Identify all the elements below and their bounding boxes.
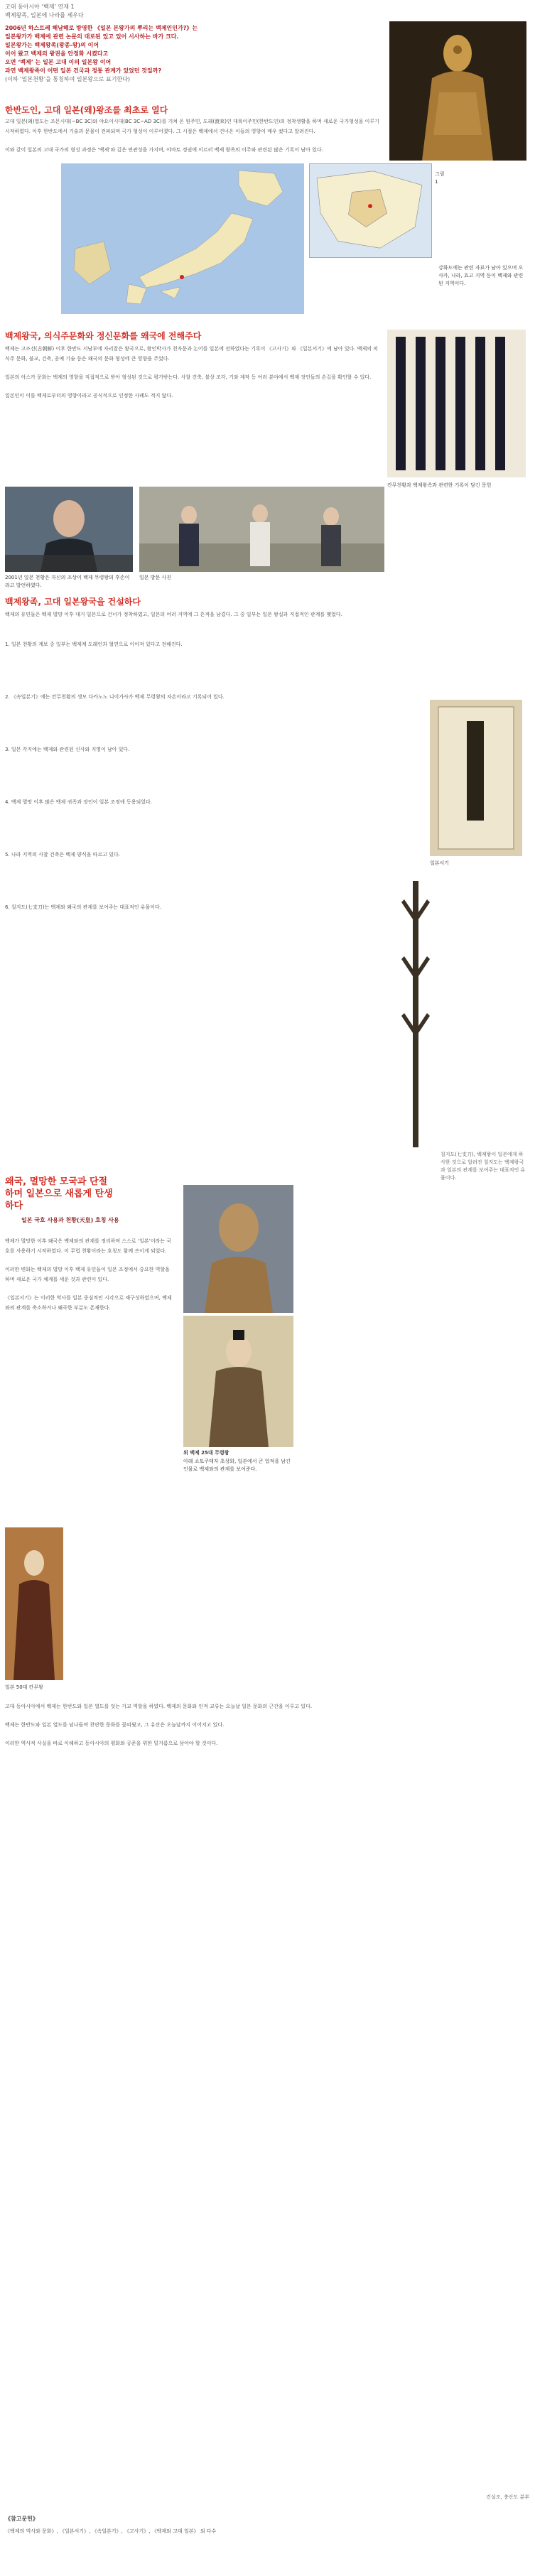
section-2-paragraph: 일본의 아스카 문화는 백제의 영향을 직접적으로 받아 형성된 것으로 평가받는다. 사찰 건축, 불상 조각, 기와 제작 등 여러 분야에서 백제 장인들의 손길을 확인할 수 있다.: [5, 374, 372, 380]
buddha-statue-image: [389, 21, 526, 161]
portrait-caption: 아래 쇼토쿠태자 초상화, 일본에서 큰 업적을 남긴 인물로 백제와의 관계를 보여준다.: [183, 1459, 291, 1472]
seven-branched-sword-caption: 칠지도(七支刀), 백제왕이 일본에게 하사한 것으로 알려진 칠지도는 백제왕국과 일본의 관계를 보여주는 대표적인 유물이다.: [441, 1152, 526, 1181]
map-caption: 강화도에는 관련 자료가 남아 있으며 오사카, 나라, 효고 지역 등이 백제와 관련된 지역이다.: [438, 265, 524, 286]
nihon-shoki-book: [430, 700, 522, 856]
section-4-paragraph: 백제가 멸망한 이후 왜국은 백제와의 관계를 정리하며 스스로 ‘일본’이라는 국호를 사용하기 시작하였다. 이 무렵 천황이라는 호칭도 함께 쓰이게 되었다.: [5, 1238, 172, 1254]
breadcrumb-line-1: 고대 동아시아 ‘백제’ 연재 1: [5, 4, 75, 10]
section-4-heading-line: 하다: [5, 1201, 23, 1211]
section-2-heading: 백제왕국, 의식주문화와 정신문화를 왜국에 전해주다: [5, 331, 202, 341]
section-3-item: 2. 《속일본기》에는 칸무천황의 생모 다카노노 니이가사가 백제 무령왕의 자손이라고 기록되어 있다.: [5, 694, 225, 700]
intro-line: 일본왕가가 백제에 관련 논문의 대로된 있고 있어 시사하는 바가 크다.: [5, 33, 179, 40]
section-3-item: 6. 칠지도(七支刀)는 백제와 왜국의 관계를 보여주는 대표적인 유물이다.: [5, 904, 161, 910]
section-4-body: [5, 1236, 175, 1321]
emperor-kanmu-portrait: [5, 1527, 63, 1680]
signature: 건설조, 충산도 분부: [486, 2494, 529, 2500]
intro-block: [5, 24, 232, 84]
emperor-kanmu-illustration: [5, 1527, 63, 1680]
statue-caption: 위 백제 25대 무령왕: [183, 1450, 229, 1456]
section-3-intro: 백제의 유민들은 백제 멸망 이후 대거 일본으로 건너가 정착하였고, 일본의 여러 지역에 그 흔적을 남겼다. 그 중 일부는 일본 왕실과 직접적인 관계를 맺었다.: [5, 612, 342, 617]
closing-body: [5, 1701, 527, 1757]
prince-shotoku-illustration: [183, 1316, 293, 1447]
closing-paragraph: 고대 동아시아에서 백제는 한반도와 일본 열도를 잇는 가교 역할을 하였다. 백제의 문화와 인적 교류는 오늘날 일본 문화의 근간을 이루고 있다.: [5, 1704, 313, 1709]
kansai-region-map-illustration: [310, 164, 431, 257]
section-3-item: 3. 일본 각지에는 백제와 관련된 신사와 지명이 남아 있다.: [5, 747, 130, 752]
intro-line: 오면 ‘백제’ 는 일본 고대 이의 일본왕 이어: [5, 59, 112, 65]
nihon-shoki-caption: 일본서기: [430, 860, 450, 866]
royal-visit-photo: [139, 487, 384, 572]
section-4-heading-line: 왜국, 멸망한 모국과 단절: [5, 1176, 108, 1187]
emperor-speech-illustration: [5, 487, 133, 572]
intro-line: 일본왕가는 백제왕족(왕종-왕)의 이어: [5, 42, 99, 48]
references-title: 《참고문헌》: [5, 2516, 38, 2522]
intro-line: (이하 ‘일본천황’을 통칭하여 일본왕으로 표기한다): [5, 76, 131, 82]
buddha-statue-illustration: [389, 21, 526, 161]
calligraphy-caption: 칸무천황과 백제왕족과 관련한 기록이 담긴 문헌: [387, 482, 492, 488]
section-4-heading-line: 하며 일본으로 새롭게 탄생: [5, 1189, 113, 1199]
section-2-paragraph: 백제는 고조선(古朝鮮) 이후 한반도 서남부에 자리잡은 왕국으로, 왕인박사가 천자문과 논어를 일본에 전하였다는 기록이 《고사기》와 《일본서기》에 남아 있다. 백제의 의식주 문화, 불교, 건축, 공예 기술 등은 왜국의 문화 형성에 큰 영향을 주었다.: [5, 346, 378, 362]
intro-line: 2006년 하스트레 해남해로 방영한 《일본 본왕가의 뿌리는 백제인인가?》는: [5, 25, 198, 31]
section-4-paragraph: 이러한 변화는 백제의 멸망 이후 백제 유민들이 일본 조정에서 중요한 역할을 하며 새로운 국가 체계를 세운 것과 관련이 있다.: [5, 1267, 170, 1282]
section-3-item: 4. 백제 멸망 이후 많은 백제 귀족과 장인이 일본 조정에 등용되었다.: [5, 799, 152, 805]
king-muryeong-statue: [183, 1185, 293, 1313]
section-3-list: [5, 639, 382, 921]
map-side-note: 그림 1: [435, 171, 445, 185]
closing-paragraph: 백제는 한반도와 일본 열도를 넘나들며 찬란한 문화를 꽃피웠고, 그 유산은 오늘날까지 이어지고 있다.: [5, 1722, 225, 1728]
royal-visit-caption: 일본 방문 사진: [139, 575, 172, 580]
closing-paragraph: 이러한 역사적 사실을 바로 이해하고 동아시아의 평화와 공존을 위한 밑거름으로 삼아야 할 것이다.: [5, 1741, 218, 1746]
section-2-body: [5, 344, 380, 409]
emperor-speech-photo: [5, 487, 133, 572]
king-muryeong-illustration: [183, 1185, 293, 1313]
emperor-kanmu-caption: 일본 50대 칸무왕: [5, 1684, 43, 1690]
section-4-subheading: 일본 국호 사용과 천황(天皇) 호칭 사용: [21, 1217, 119, 1223]
section-2-paragraph: 일본인이 이를 백제로부터의 영향이라고 공식적으로 인정한 사례도 적지 않다.: [5, 393, 173, 399]
kansai-region-map: [309, 163, 432, 258]
section-1-heading: 한반도인, 고대 일본(왜)왕조를 최초로 열다: [5, 105, 168, 115]
seven-branched-sword-image: [394, 874, 437, 1154]
section-3-heading: 백제왕족, 고대 일본왕국을 건설하다: [5, 597, 141, 607]
section-4-paragraph: 《일본서기》는 이러한 역사를 일본 중심적인 시각으로 재구성하였으며, 백제와의 관계를 축소하거나 왜곡한 부분도 존재한다.: [5, 1295, 172, 1311]
nihon-shoki-illustration: [430, 700, 522, 856]
royal-visit-illustration: [139, 487, 384, 572]
breadcrumb: [5, 3, 218, 20]
section-4-heading: [5, 1176, 175, 1212]
japan-map-illustration: [61, 163, 304, 314]
emperor-speech-caption: 2001년 일본 천황은 자신의 조상이 백제 무령왕의 후손이라고 발언하였다.: [5, 575, 130, 588]
seven-branched-sword-illustration: [394, 874, 437, 1154]
section-1-paragraph: 고대 일본(왜)열도는 조몬시대(~BC 3C)와 야요이시대(BC 3C~AD 3C)를 거쳐 온 원주민, 도래(渡來)인 대륙이주민(한반도인)의 정착생활을 하며 새로운 국가형성을 이루기 시작하였다. 이후 한반도에서 기술과 문물이 전파되며 국가 형성이 이루어졌다. 그 시절은 백제에서 건너온 이들의 영향이 매우 컸다고 알려진다.: [5, 119, 379, 134]
section-3-item: 1. 일본 천황의 계보 중 일부는 백제계 도래인과 혈연으로 이어져 있다고 전해진다.: [5, 642, 183, 647]
section-3-item: 5. 나라 지역의 사찰 건축은 백제 양식을 따르고 있다.: [5, 852, 120, 857]
section-1-body: [5, 117, 380, 163]
section-1-paragraph: 이와 같이 일본의 고대 국가의 형성 과정은 ‘백제’와 깊은 연관성을 가지며, 야마토 정권에 이르러 백제 왕족의 이주와 관련된 많은 기록이 남아 있다.: [5, 147, 323, 153]
calligraphy-document-illustration: [387, 330, 526, 477]
intro-line: 과연 백제왕족이 어떤 일본 건국과 정통 관계가 있었던 것일까?: [5, 67, 162, 74]
japan-map: [61, 163, 304, 314]
breadcrumb-line-2: 백제왕족, 일본에 나라를 세우다: [5, 12, 84, 18]
prince-shotoku-portrait: [183, 1316, 293, 1447]
references-text: 《백제의 역사와 문화》, 《일본서기》, 《속일본기》, 《고사기》, 《백제와 고대 일본》 외 다수: [5, 2528, 217, 2534]
intro-line: 이어 왔고 백제의 왕권을 안정화 시켰다고: [5, 50, 109, 57]
calligraphy-document-image: [387, 330, 526, 477]
